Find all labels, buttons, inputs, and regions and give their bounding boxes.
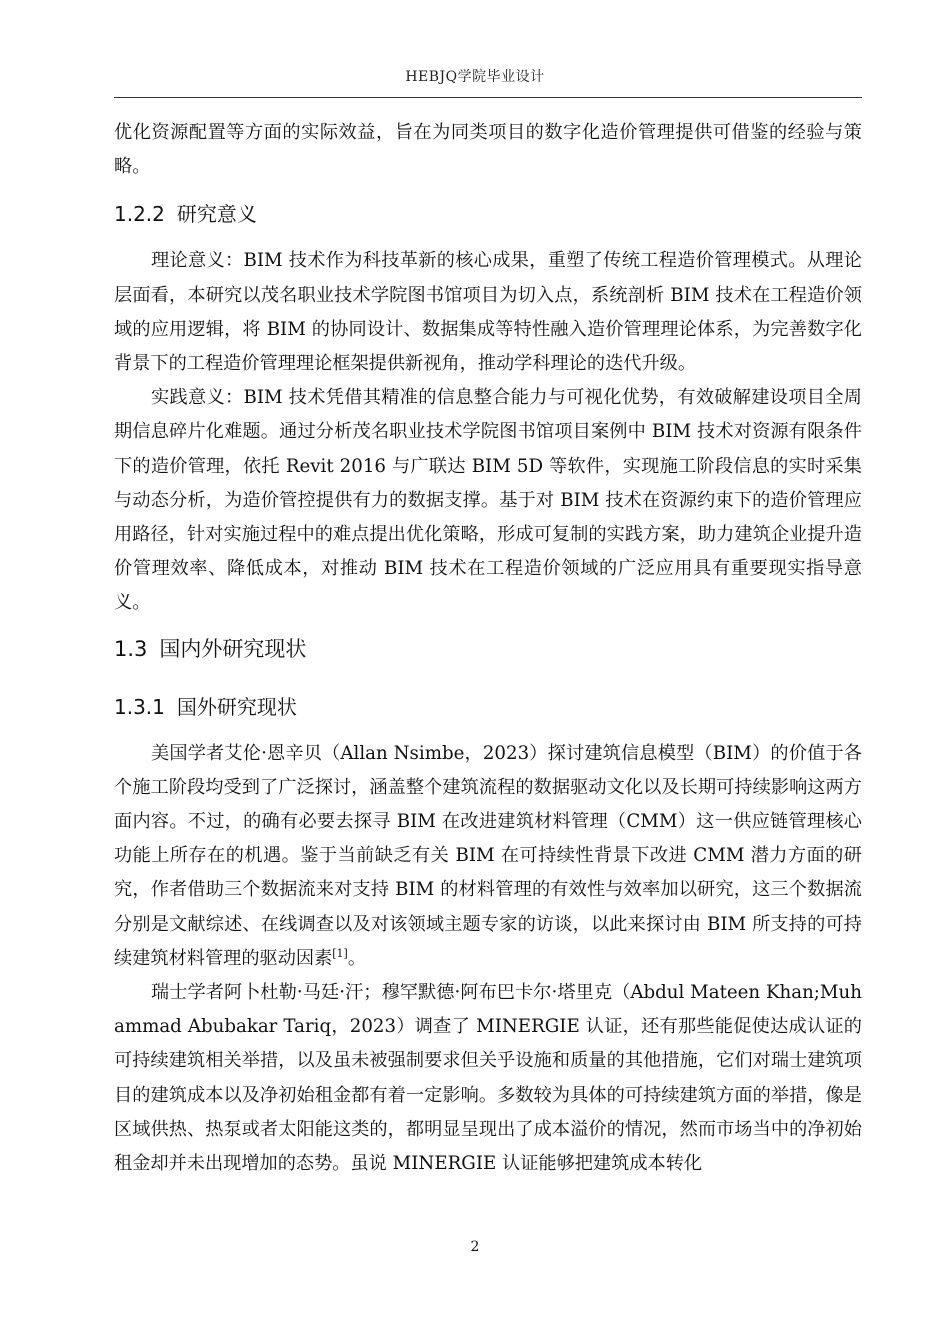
section-number: 1.3 xyxy=(114,636,148,661)
paragraph-us-study xyxy=(114,737,862,976)
citation-reference[interactable]: [1] xyxy=(332,946,348,960)
section-title: 国外研究现状 xyxy=(176,694,297,719)
paragraph-continuation: 优化资源配置等方面的实际效益，旨在为同类项目的数字化造价管理提供可借鉴的经验与策略。 xyxy=(114,122,862,178)
section-title: 研究意义 xyxy=(176,202,257,227)
section-number: 1.3.1 xyxy=(114,694,165,719)
paragraph-text: 美国学者艾伦·恩辛贝（Allan Nsimbe，2023）探讨建筑信息模型（BIM）的价值于各个施工阶段均受到了广泛探讨，涵盖整个建筑流程的数据驱动文化以及长期可持续影响这两方面内容。不过，的确有必要去探寻 BIM 在改进建筑材料管理（CMM）这一供应链管理核心功能上所存在的机遇。鉴于当前缺乏有关 BIM 在可持续性背景下改进 CMM 潜力方面的研究，作者借助三个数据流来对支持 BIM 的材料管理的有效性与效率加以研究，这三个数据流分别是文献综述、在线调查以及对该领域主题专家的访谈，以此来探讨由 BIM 所支持的可持续建筑材料管理的驱动因素 xyxy=(114,742,862,969)
paragraph-practice: 实践意义：BIM 技术凭借其精准的信息整合能力与可视化优势，有效破解建设项目全周期信息碎片化难题。通过分析茂名职业技术学院图书馆项目案例中 BIM 技术对资源有限条件下的造价管理，依托 Revit 2016 与广联达 BIM 5D 等软件，实现施工阶段信息的实时采集与动态分析，为造价管控提供有力的数据支撑。基于对 BIM 技术在资源约束下的造价管理应用路径，针对实施过程中的难点提出优化策略，形成可复制的实践方案，助力建筑企业提升造价管理效率、降低成本，对推动 BIM 技术在工程造价领域的广泛应用具有重要现实指导意义。 xyxy=(114,387,862,614)
section-heading-1-2-2 xyxy=(114,184,862,244)
paragraph-swiss-study: 瑞士学者阿卜杜勒·马廷·汗；穆罕默德·阿布巴卡尔·塔里克（Abdul Mateen Khan;Muhammad Abubakar Tariq，2023）调查了 MINERGIE 认证，还有那些能促使达成认证的可持续建筑相关举措，以及虽未被强制要求但关乎设施和质量的其他措施，它们对瑞士建筑项目的建筑成本以及净初始租金都有着一定影响。多数较为具体的可持续建筑方面的举措，像是区域供热、热泵或者太阳能这类的，都明显呈现出了成本溢价的情况，然而市场当中的净初始租金却并未出现增加的态势。虽说 MINERGIE 认证能够把建筑成本转化 xyxy=(114,982,862,1175)
section-number: 1.2.2 xyxy=(114,202,165,227)
paragraph-end: 。 xyxy=(347,947,367,969)
section-heading-1-3 xyxy=(114,621,862,677)
body-content xyxy=(114,116,862,1181)
section-title: 国内外研究现状 xyxy=(159,636,307,661)
paragraph-theory: 理论意义：BIM 技术作为科技革新的核心成果，重塑了传统工程造价管理模式。从理论层面看，本研究以茂名职业技术学院图书馆项目为切入点，系统剖析 BIM 技术在工程造价领域的应用逻辑，将 BIM 的协同设计、数据集成等特性融入造价管理理论体系，为完善数字化背景下的工程造价管理理论框架提供新视角，推动学科理论的迭代升级。 xyxy=(114,250,862,375)
page-number: 2 xyxy=(470,1239,480,1255)
header-title: HEBJQ学院毕业设计 xyxy=(405,69,545,85)
section-heading-1-3-1 xyxy=(114,677,862,737)
header-rule xyxy=(114,97,862,98)
